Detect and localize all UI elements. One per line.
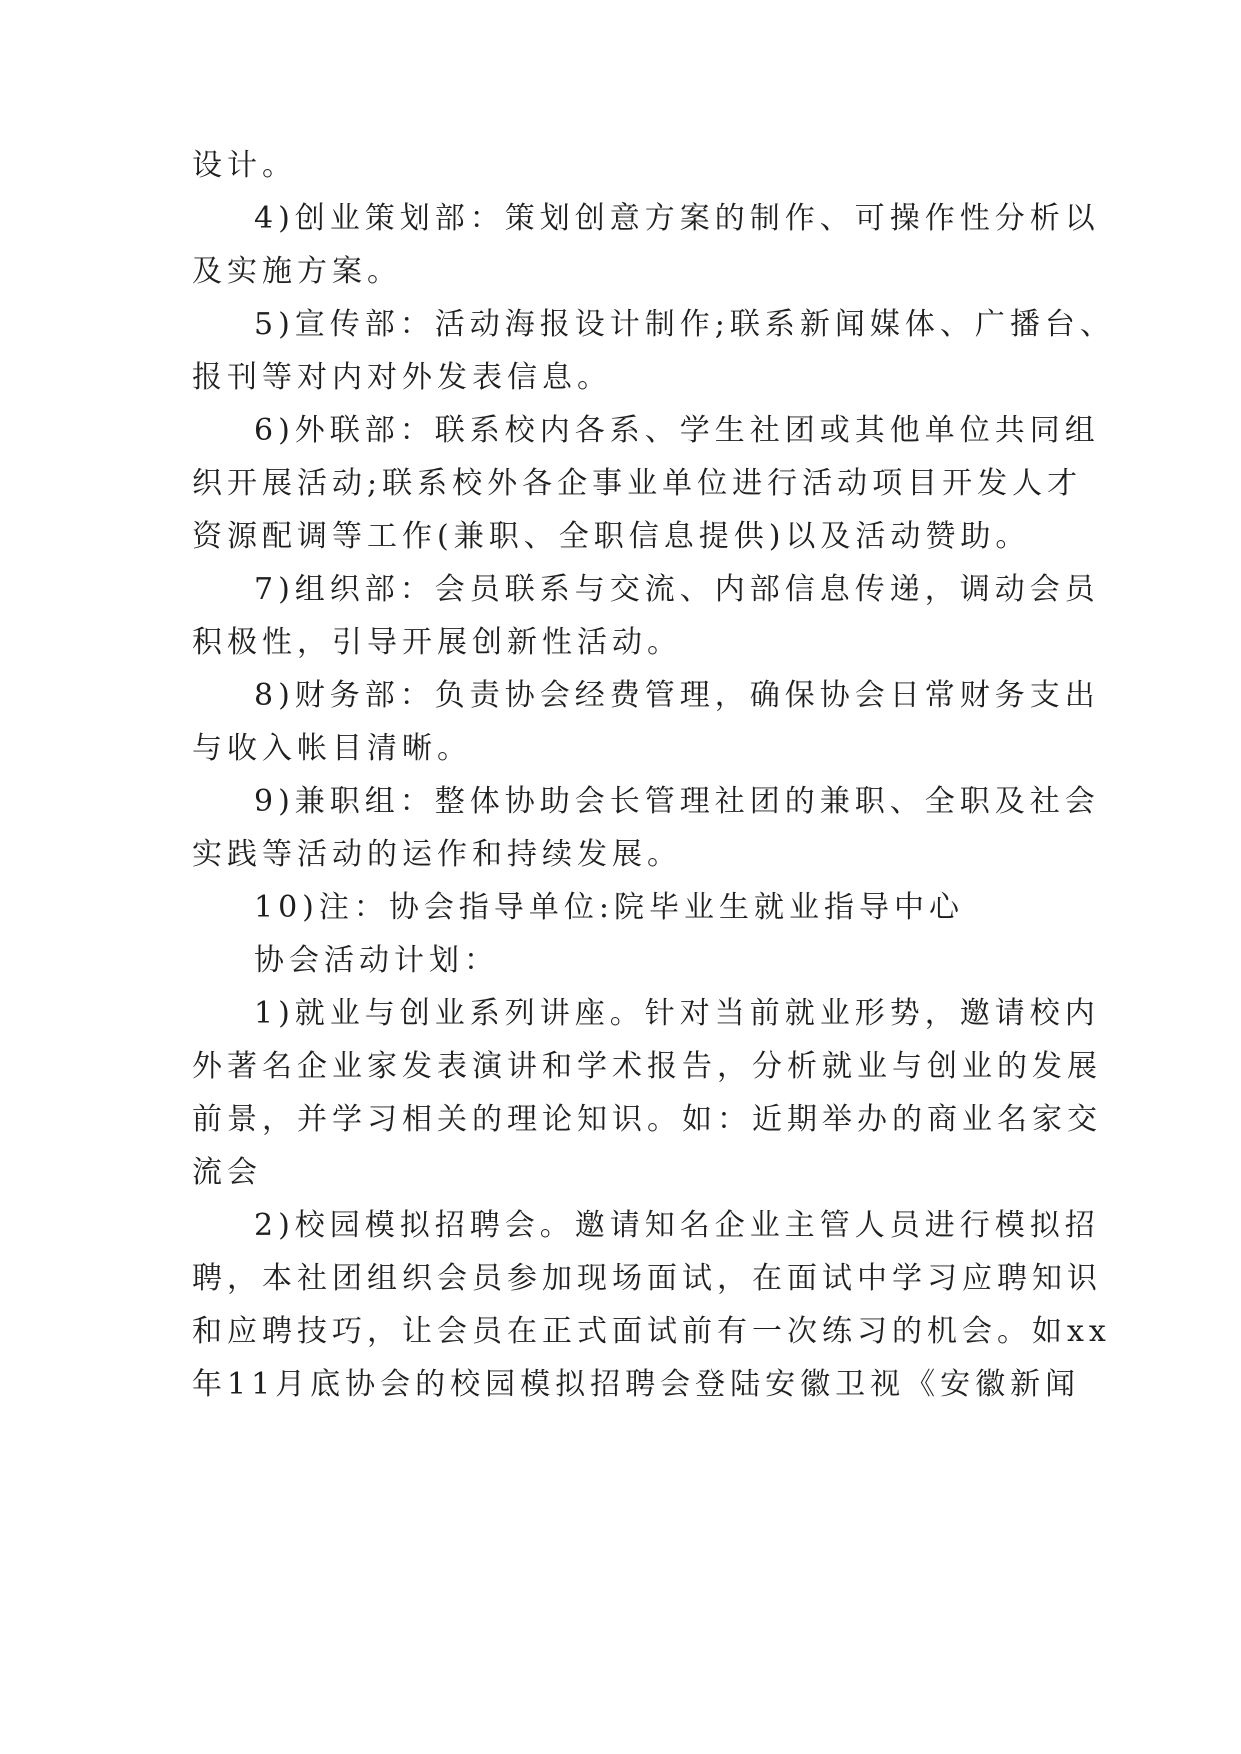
text-line: 1)就业与创业系列讲座。针对当前就业形势，邀请校内	[254, 996, 1100, 1031]
text-line: 8)财务部：负责协会经费管理，确保协会日常财务支出	[254, 678, 1100, 713]
text-line: 年11月底协会的校园模拟招聘会登陆安徽卫视《安徽新闻	[192, 1367, 1081, 1402]
text-line: 5)宣传部：活动海报设计制作;联系新闻媒体、广播台、	[254, 307, 1115, 342]
text-line: 2)校园模拟招聘会。邀请知名企业主管人员进行模拟招	[254, 1208, 1100, 1243]
text-line: 9)兼职组：整体协助会长管理社团的兼职、全职及社会	[254, 784, 1100, 819]
text-line: 聘，本社团组织会员参加现场面试，在面试中学习应聘知识	[192, 1261, 1102, 1296]
text-line: 10)注：协会指导单位:院毕业生就业指导中心	[254, 890, 964, 925]
text-line: 前景，并学习相关的理论知识。如：近期举办的商业名家交	[192, 1102, 1102, 1137]
text-line: 资源配调等工作(兼职、全职信息提供)以及活动赞助。	[192, 519, 1031, 554]
text-line: 与收入帐目清晰。	[192, 731, 472, 766]
text-line: 设计。	[192, 148, 297, 183]
text-line: 4)创业策划部：策划创意方案的制作、可操作性分析以	[254, 201, 1100, 236]
section-heading: 协会活动计划：	[254, 943, 499, 978]
text-line: 实践等活动的运作和持续发展。	[192, 837, 682, 872]
text-line: 7)组织部：会员联系与交流、内部信息传递，调动会员	[254, 572, 1100, 607]
text-line: 流会	[192, 1155, 262, 1190]
text-line: 及实施方案。	[192, 254, 402, 289]
text-line: 积极性，引导开展创新性活动。	[192, 625, 682, 660]
text-line: 6)外联部：联系校内各系、学生社团或其他单位共同组	[254, 413, 1100, 448]
text-line: 织开展活动;联系校外各企事业单位进行活动项目开发人才	[192, 466, 1083, 501]
text-line: 和应聘技巧，让会员在正式面试前有一次练习的机会。如xx	[192, 1314, 1111, 1349]
text-line: 外著名企业家发表演讲和学术报告，分析就业与创业的发展	[192, 1049, 1102, 1084]
text-line: 报刊等对内对外发表信息。	[192, 360, 612, 395]
